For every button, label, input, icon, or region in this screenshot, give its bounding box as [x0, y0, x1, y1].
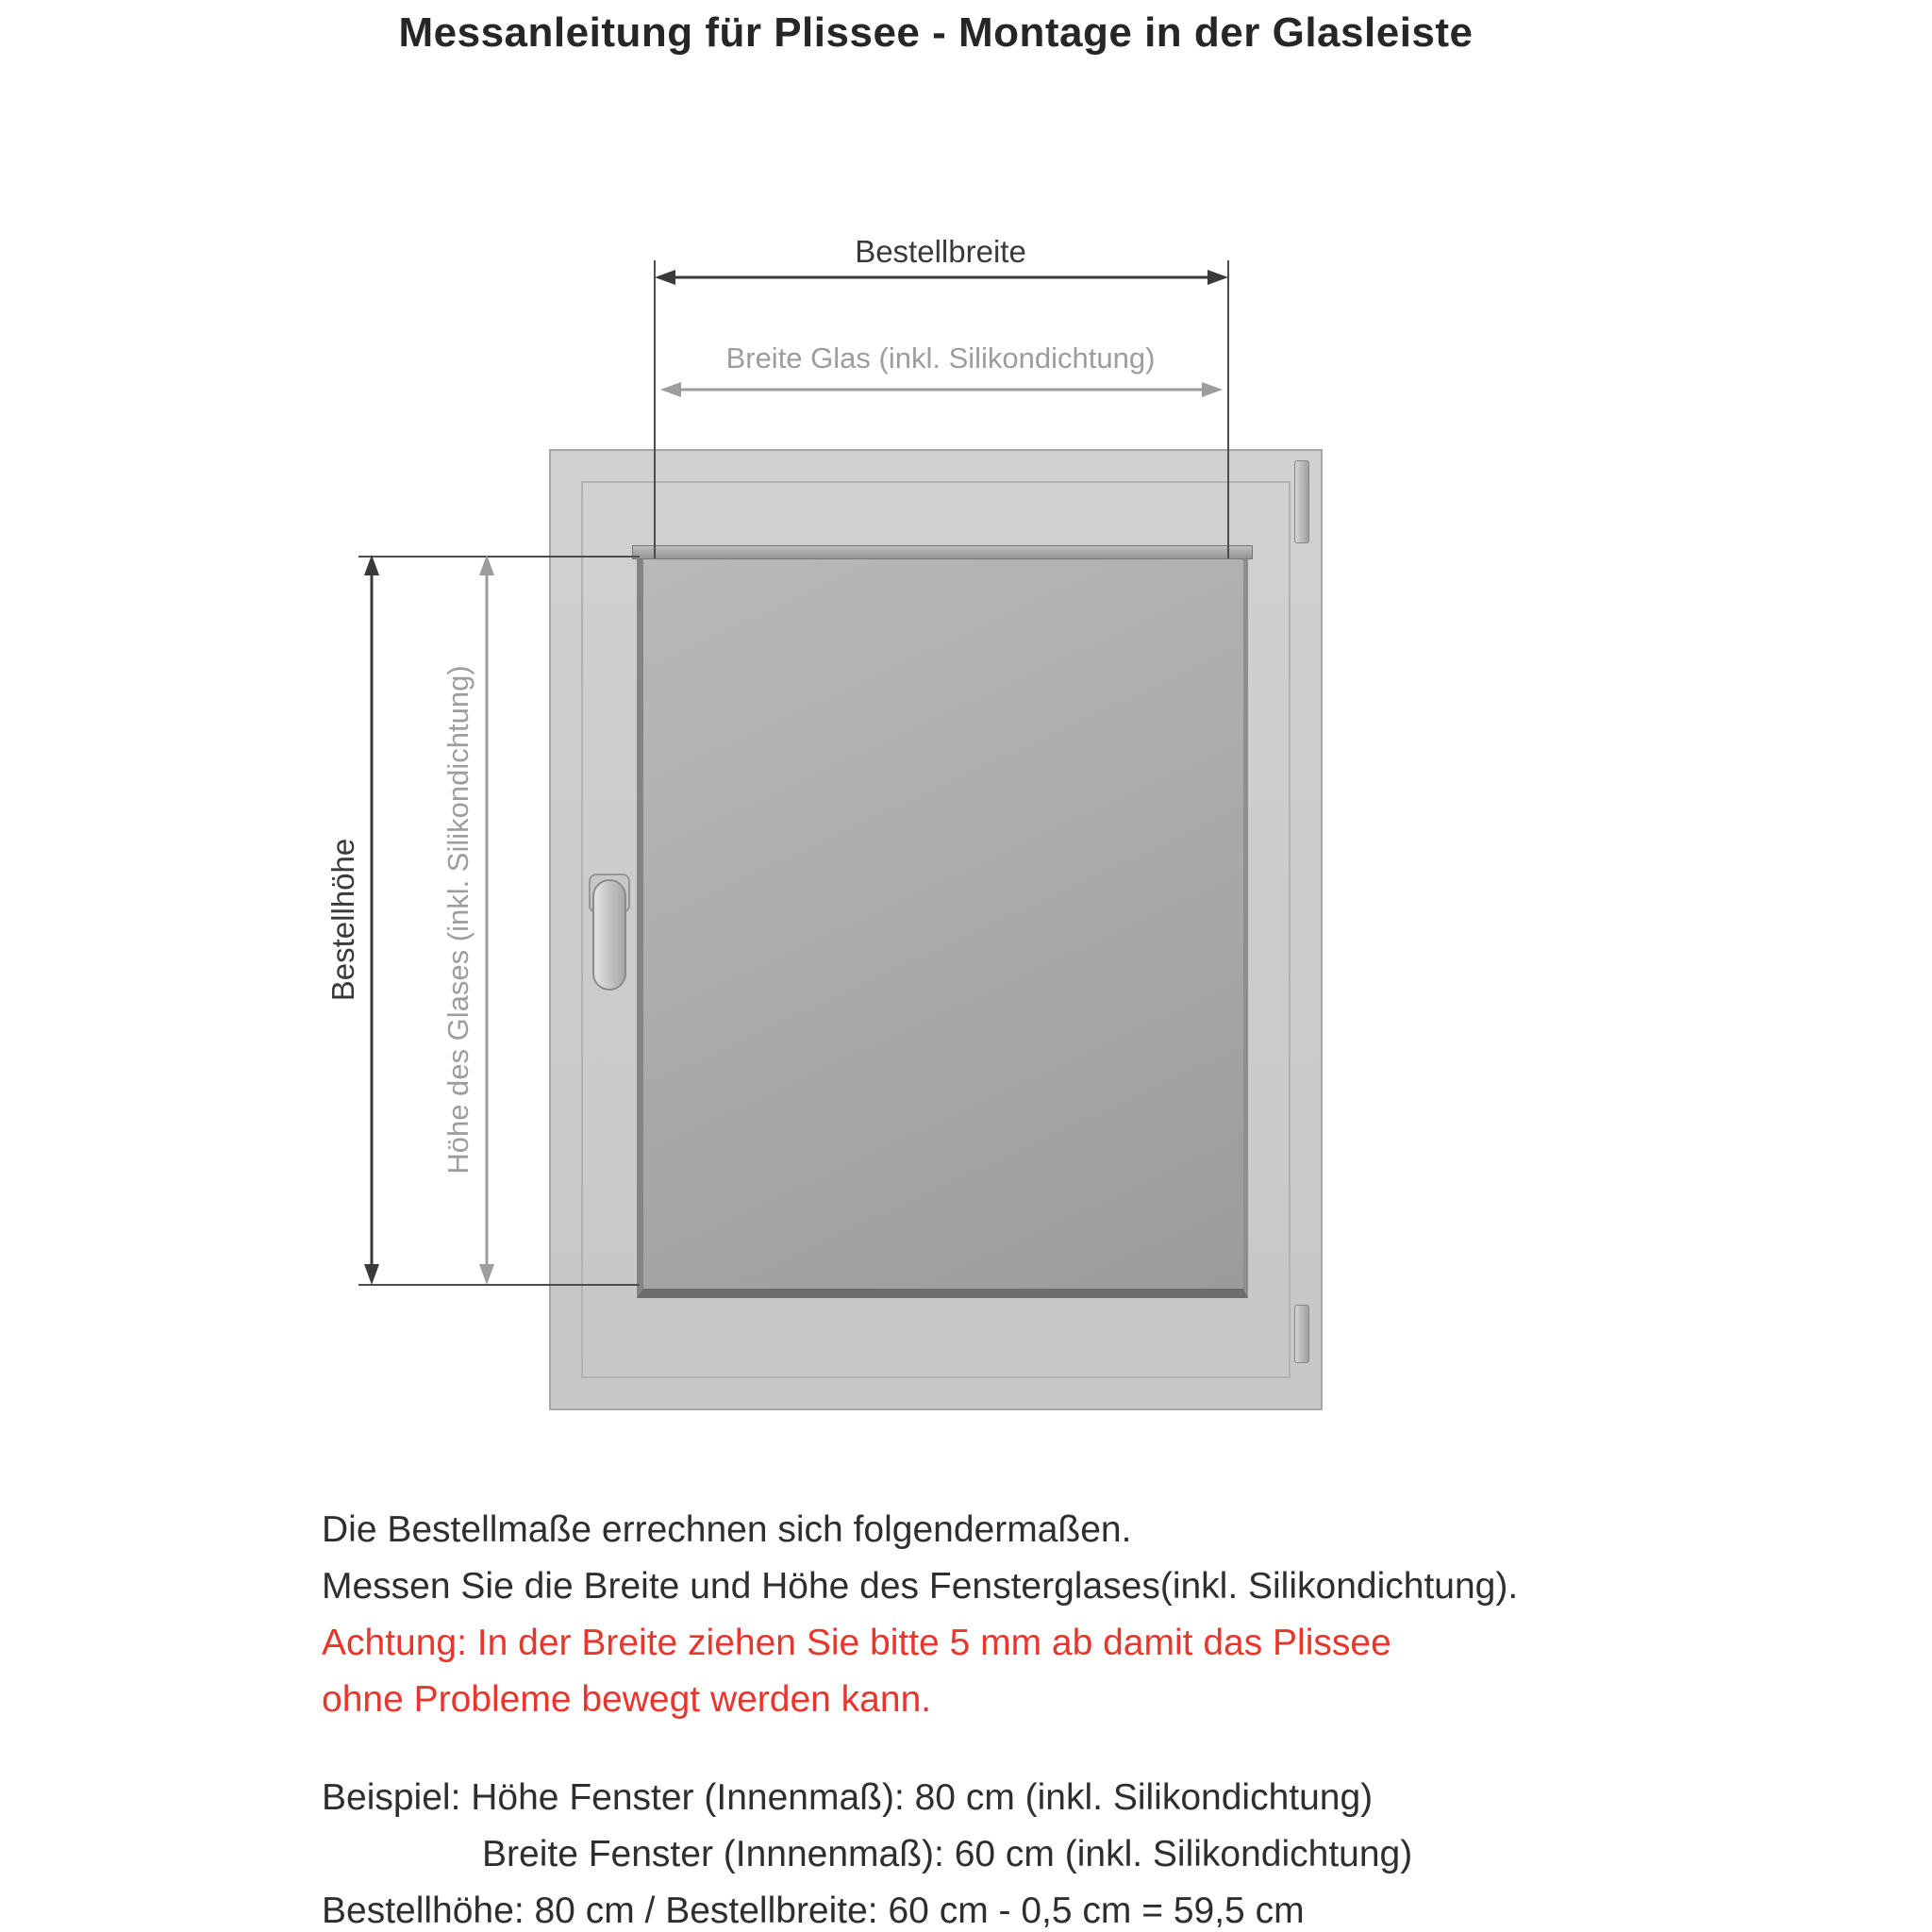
- instruction-intro-line1: Die Bestellmaße errechnen sich folgendermaßen.: [322, 1509, 1132, 1550]
- instruction-warning-line2: ohne Probleme bewegt werden kann.: [322, 1679, 932, 1720]
- glass-width-arrow: [660, 382, 1223, 397]
- window-handle: [592, 879, 626, 991]
- hinge-top-icon: [1294, 460, 1309, 543]
- instruction-warning-line1: Achtung: In der Breite ziehen Sie bitte 5 mm ab damit das Plissee: [322, 1623, 1391, 1663]
- instruction-intro-line2: Messen Sie die Breite und Höhe des Fensterglases(inkl. Silikondichtung).: [322, 1566, 1519, 1607]
- plissee-top-rail: [632, 545, 1253, 559]
- glass-height-label: Höhe des Glases (inkl. Silikondichtung): [441, 665, 475, 1174]
- page-title: Messanleitung für Plissee - Montage in der Glasleiste: [398, 9, 1474, 56]
- example-block: [322, 1770, 1850, 1932]
- order-width-label: Bestellbreite: [855, 234, 1026, 269]
- order-height-label: Bestellhöhe: [325, 838, 360, 1002]
- instruction-text: [322, 1502, 1850, 1932]
- example-line3: Bestellhöhe: 80 cm / Bestellbreite: 60 cm - 0,5 cm = 59,5 cm: [322, 1890, 1305, 1931]
- order-width-arrow: [655, 270, 1228, 285]
- example-line2: Breite Fenster (Innnenmaß): 60 cm (inkl. Silikondichtung): [482, 1834, 1413, 1874]
- glass-width-label: Breite Glas (inkl. Silikondichtung): [725, 341, 1156, 375]
- order-height-arrow: [364, 555, 379, 1285]
- glass-height-arrow: [479, 555, 494, 1285]
- window-glass: [637, 547, 1248, 1298]
- example-line1: Beispiel: Höhe Fenster (Innenmaß): 80 cm (inkl. Silikondichtung): [322, 1777, 1374, 1818]
- window-frame: [549, 449, 1323, 1410]
- hinge-bottom-icon: [1294, 1305, 1309, 1363]
